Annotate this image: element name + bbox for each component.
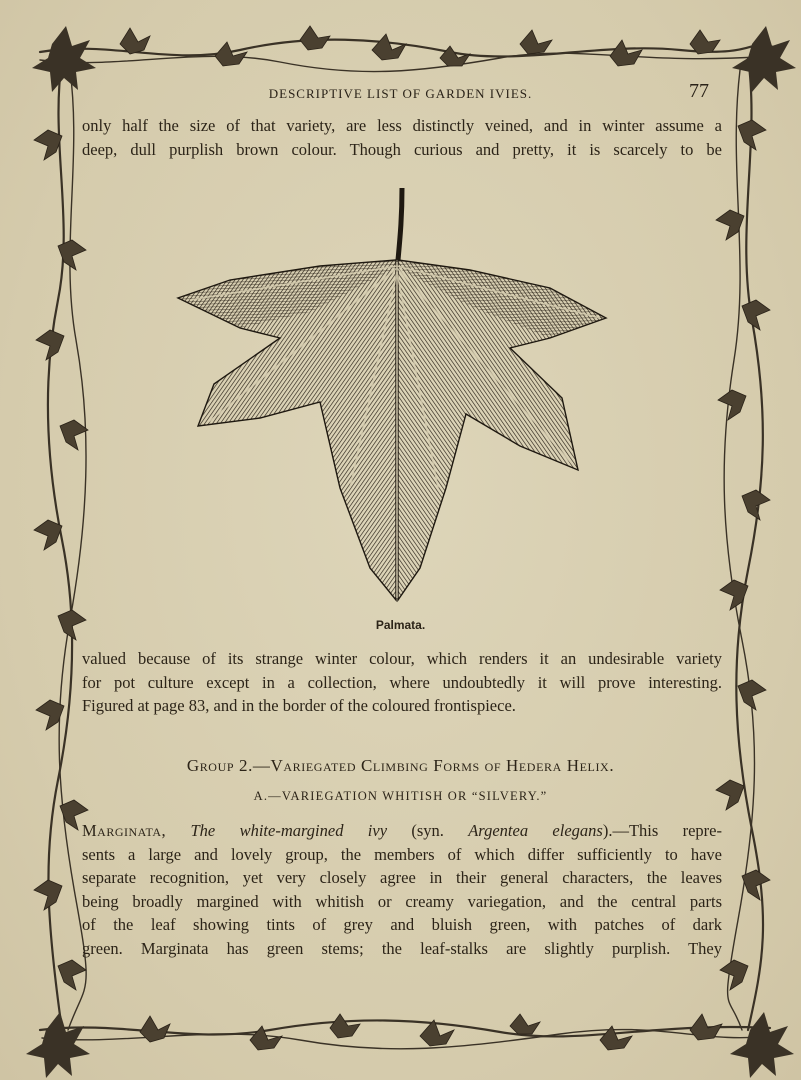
common-name: The white-margined ivy	[190, 821, 388, 840]
figure-caption: Palmata.	[375, 618, 426, 632]
text-line-lead	[82, 819, 722, 843]
text-line: valued because of its strange winter colour, which renders it an undesirable variety	[82, 649, 722, 668]
variety-name: Marginata,	[82, 821, 167, 840]
text-line: deep, dull purplish brown colour. Though curious and pretty, it is scarcely to be	[82, 139, 722, 159]
synonym: Argentea elegans	[468, 821, 603, 840]
syn-close: ).—This repre-	[602, 821, 722, 840]
text-line: Figured at page 83, and in the border of the coloured frontispiece.	[82, 696, 516, 715]
page-header	[0, 80, 801, 106]
text-line: for pot culture except in a collection, where undoubtedly it will prove interesting.	[82, 672, 722, 692]
ivy-leaf-engraving-icon	[170, 188, 620, 618]
syn-open: (syn.	[387, 821, 469, 840]
text-line: sents a large and lovely group, the members of which differ sufficiently to have	[82, 844, 722, 864]
text-line: only half the size of that variety, are less distinctly veined, and in winter assume a	[82, 116, 722, 135]
running-head: DESCRIPTIVE LIST OF GARDEN IVIES.	[268, 86, 533, 101]
paragraph	[82, 819, 722, 960]
text-line: being broadly margined with whitish or creamy variegation, and the central parts	[82, 891, 722, 911]
text-line: separate recognition, yet very closely agree in their general characters, the leaves	[82, 868, 722, 887]
paragraph	[82, 647, 722, 718]
page-number: 77	[689, 80, 709, 102]
text-line: green. Marginata has green stems; the leaf-stalks are slightly purplish. They	[82, 938, 722, 958]
section-heading: Group 2.—Variegated Climbing Forms of Hedera Helix.	[186, 756, 615, 775]
paragraph-continued	[82, 114, 722, 161]
subsection-heading: A.—VARIEGATION WHITISH OR “SILVERY.”	[253, 789, 548, 803]
text-line: of the leaf showing tints of grey and bluish green, with patches of dark	[82, 915, 722, 934]
